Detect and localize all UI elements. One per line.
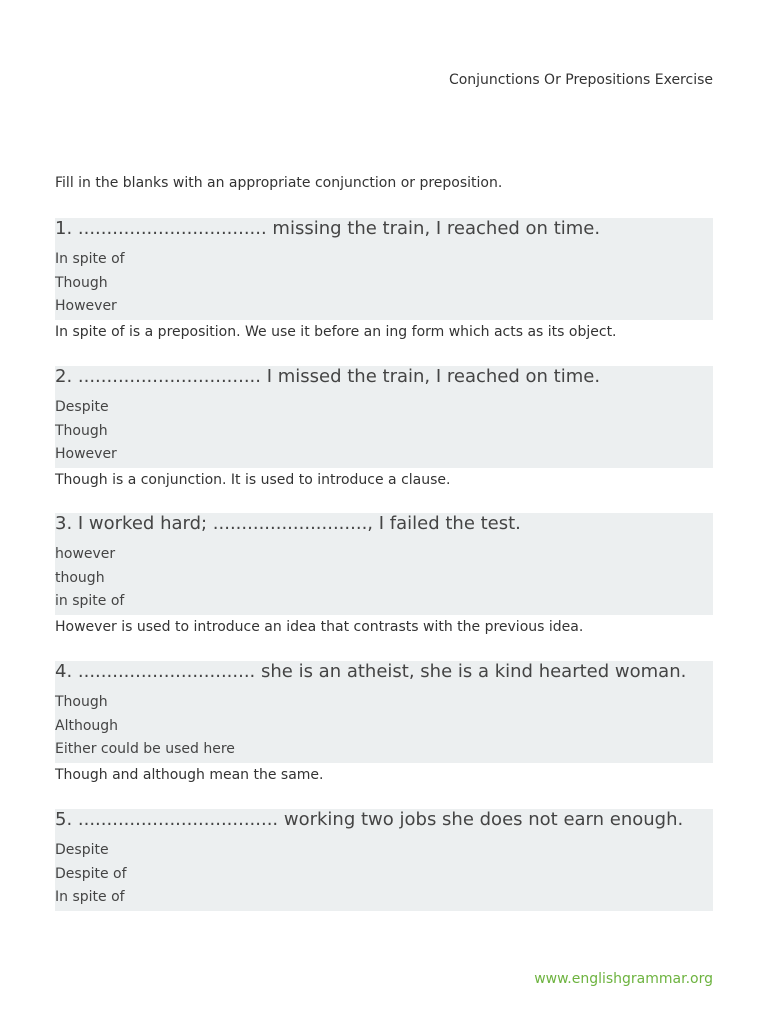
question-2 (55, 366, 713, 492)
option[interactable]: Although (55, 717, 119, 734)
options-list (55, 835, 713, 911)
question-1 (55, 218, 713, 344)
question-box (55, 366, 713, 468)
option[interactable]: Despite (55, 842, 109, 858)
question-box (55, 218, 713, 320)
option[interactable]: Though (55, 694, 108, 710)
explanation: Though is a conjunction. It is used to introduce a clause. (55, 468, 713, 492)
question-4 (55, 661, 713, 787)
option[interactable]: however (55, 546, 116, 562)
question-3 (55, 513, 713, 639)
options-list (55, 392, 713, 468)
options-list (55, 539, 713, 615)
page-title: Conjunctions Or Prepositions Exercise (448, 72, 713, 88)
question-text: 4. ............................... she is an atheist, she is a kind hearted woman. (55, 661, 687, 682)
option[interactable]: In spite of (55, 889, 125, 905)
question-box (55, 513, 713, 615)
option[interactable]: Either could be used here (55, 741, 235, 757)
footer-website-link[interactable]: www.englishgrammar.org (534, 971, 713, 987)
question-text: 3. I worked hard; ..........................., I failed the test. (55, 513, 521, 534)
options-list (55, 244, 713, 320)
option[interactable]: In spite of (55, 251, 125, 267)
explanation: In spite of is a preposition. We use it before an ing form which acts as its object. (55, 320, 713, 344)
option[interactable]: Though (55, 274, 108, 291)
question-5 (55, 809, 713, 911)
options-list (55, 687, 713, 763)
option[interactable]: Despite (55, 399, 109, 415)
option[interactable]: Though (55, 422, 108, 439)
option[interactable]: Despite of (55, 865, 127, 882)
question-text: 5. ................................... working two jobs she does not earn enough. (55, 809, 684, 830)
option[interactable]: in spite of (55, 593, 125, 609)
question-text: 2. ................................ I missed the train, I reached on time. (55, 366, 601, 387)
instructions: Fill in the blanks with an appropriate conjunction or preposition. (55, 175, 503, 191)
explanation: Though and although mean the same. (55, 763, 713, 787)
option[interactable]: though (55, 569, 105, 586)
question-text: 1. ................................. missing the train, I reached on time. (55, 218, 601, 239)
explanation: However is used to introduce an idea that contrasts with the previous idea. (55, 615, 713, 639)
question-box (55, 661, 713, 763)
question-box (55, 809, 713, 911)
option[interactable]: However (55, 446, 117, 462)
option[interactable]: However (55, 298, 117, 314)
